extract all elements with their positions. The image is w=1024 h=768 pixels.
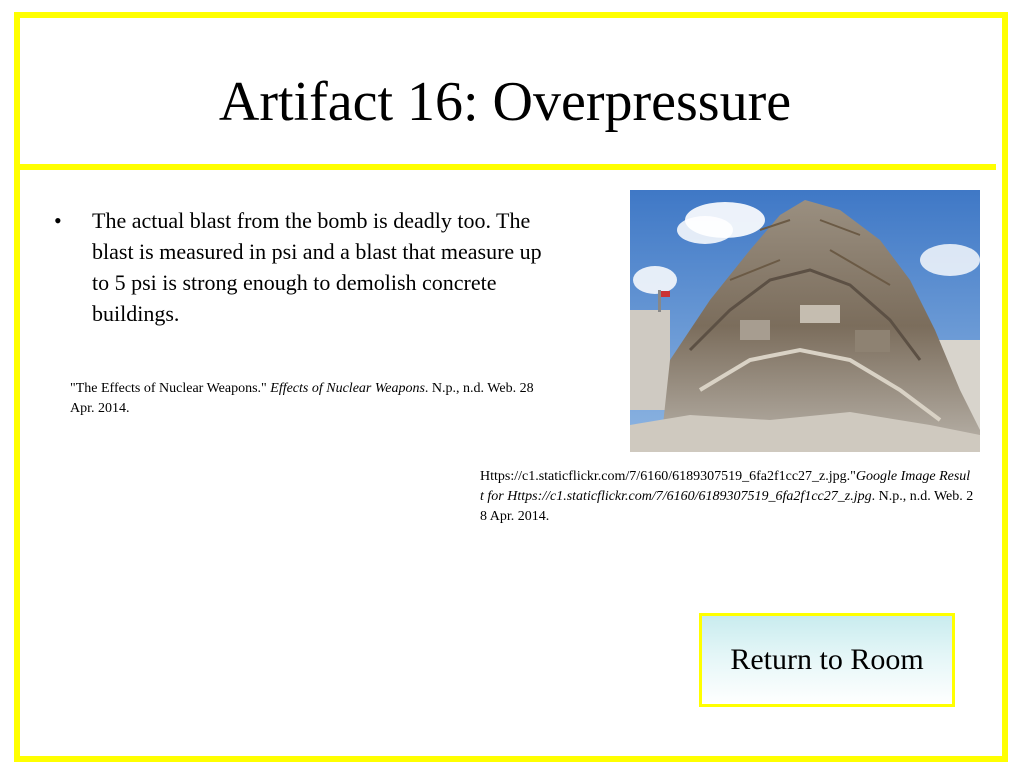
return-to-room-label: Return to Room	[730, 643, 924, 676]
rubble-photo	[630, 190, 980, 452]
bullet-marker: •	[54, 208, 62, 233]
bullet-item	[52, 205, 552, 329]
citation-image-title: Google Image Result for Https://c1.staticflickr.com/7/6160/6189307519_6fa2f1cc27_z.jpg	[480, 469, 971, 504]
title-box	[14, 12, 996, 170]
citation-effects-title: Effects of Nuclear Weapons	[270, 381, 425, 396]
slide-title: Artifact 16: Overpressure	[218, 71, 792, 133]
return-to-room-button[interactable]	[699, 613, 955, 707]
citation-image-source	[480, 467, 974, 527]
citation-effects-part2: . N.p., n.d. Web. 28 Apr. 2014.	[70, 381, 534, 416]
bullet-list	[52, 205, 552, 329]
citation-image-part2: . N.p., n.d. Web. 28 Apr. 2014.	[480, 489, 974, 524]
citation-image-part1: Https://c1.staticflickr.com/7/6160/6189307519_6fa2f1cc27_z.jpg."	[480, 469, 856, 484]
bullet-text: The actual blast from the bomb is deadly too. The blast is measured in psi and a blast that measure up to 5 psi is strong enough to demolish concrete buildings.	[92, 208, 542, 326]
collapsed-building-rubble-photo	[630, 190, 980, 452]
citation-effects	[70, 379, 560, 419]
citation-effects-part1: "The Effects of Nuclear Weapons."	[70, 381, 271, 396]
